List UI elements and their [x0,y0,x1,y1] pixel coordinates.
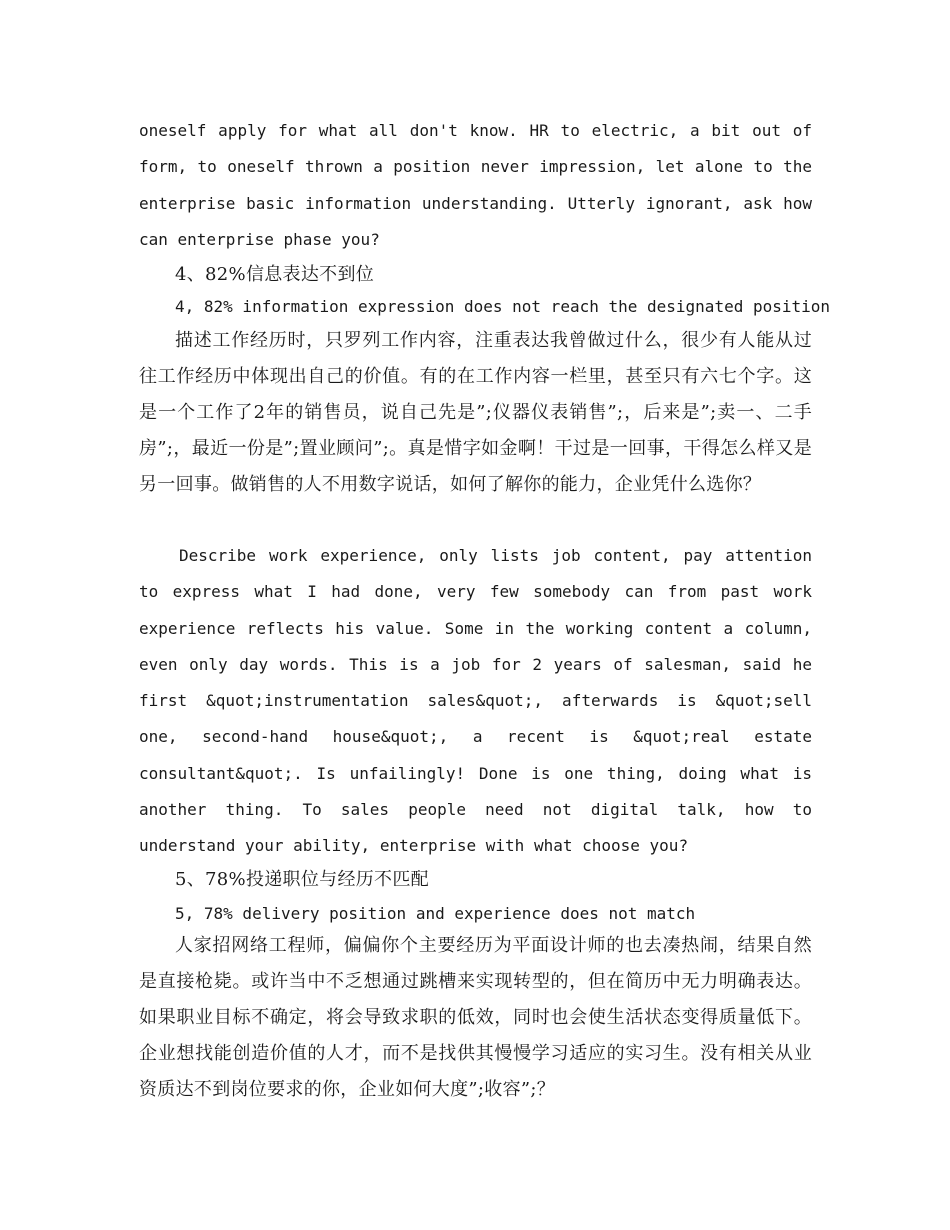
heading-en-point-4: 4, 82% information expression does not reach the designated position [175,297,831,316]
paragraph-zh-point-4: 描述工作经历时，只罗列工作内容，注重表达我曾做过什么，很少有人能从过往工作经历中体现出自己的价值。有的在工作内容一栏里，甚至只有六七个字。这是一个工作了2年的销售员，说自己先是”;仪器仪表销售”;，后来是”;卖一、二手房”;，最近一份是”;置业顾问”;。真是惜字如金啊！干过是一回事，干得怎么样又是另一回事。做销售的人不用数字说话，如何了解你的能力，企业凭什么选你？ [139,330,812,495]
paragraph-en-point-4: Describe work experience, only lists job content, pay attention to express what I had done, very few somebody can from past work experience reflects his value. Some in the working content a column, even only day words. This is a job for 2 years of salesman, said he first &quot;instrumentation sales&quot;, afterwards is &quot;sell one, second-hand house&quot;, a recent is &quot;real estate consultant&quot;. Is unfailingly! Done is one thing, doing what is another thing. To sales people need not digital talk, how to understand your ability, enterprise with what choose you? [139,546,812,856]
heading-zh-point-4: 4、82%信息表达不到位 [175,264,375,285]
paragraph-zh-point-5: 人家招网络工程师，偏偏你个主要经历为平面设计师的也去凑热闹，结果自然是直接枪毙。或许当中不乏想通过跳槽来实现转型的，但在简历中无力明确表达。如果职业目标不确定，将会导致求职的低效，同时也会使生活状态变得质量低下。企业想找能创造价值的人才，而不是找供其慢慢学习适应的实习生。没有相关从业资质达不到岗位要求的你，企业如何大度”;收容”;？ [139,935,812,1100]
paragraph-en-intro: oneself apply for what all don't know. HR to electric, a bit out of form, to oneself thrown a position never impression, let alone to the enterprise basic information understanding. Utterly ignorant, ask how can enterprise phase you? [139,121,812,249]
heading-zh-point-5: 5、78%投递职位与经历不匹配 [175,869,429,890]
heading-en-point-5: 5, 78% delivery position and experience does not match [175,904,696,923]
